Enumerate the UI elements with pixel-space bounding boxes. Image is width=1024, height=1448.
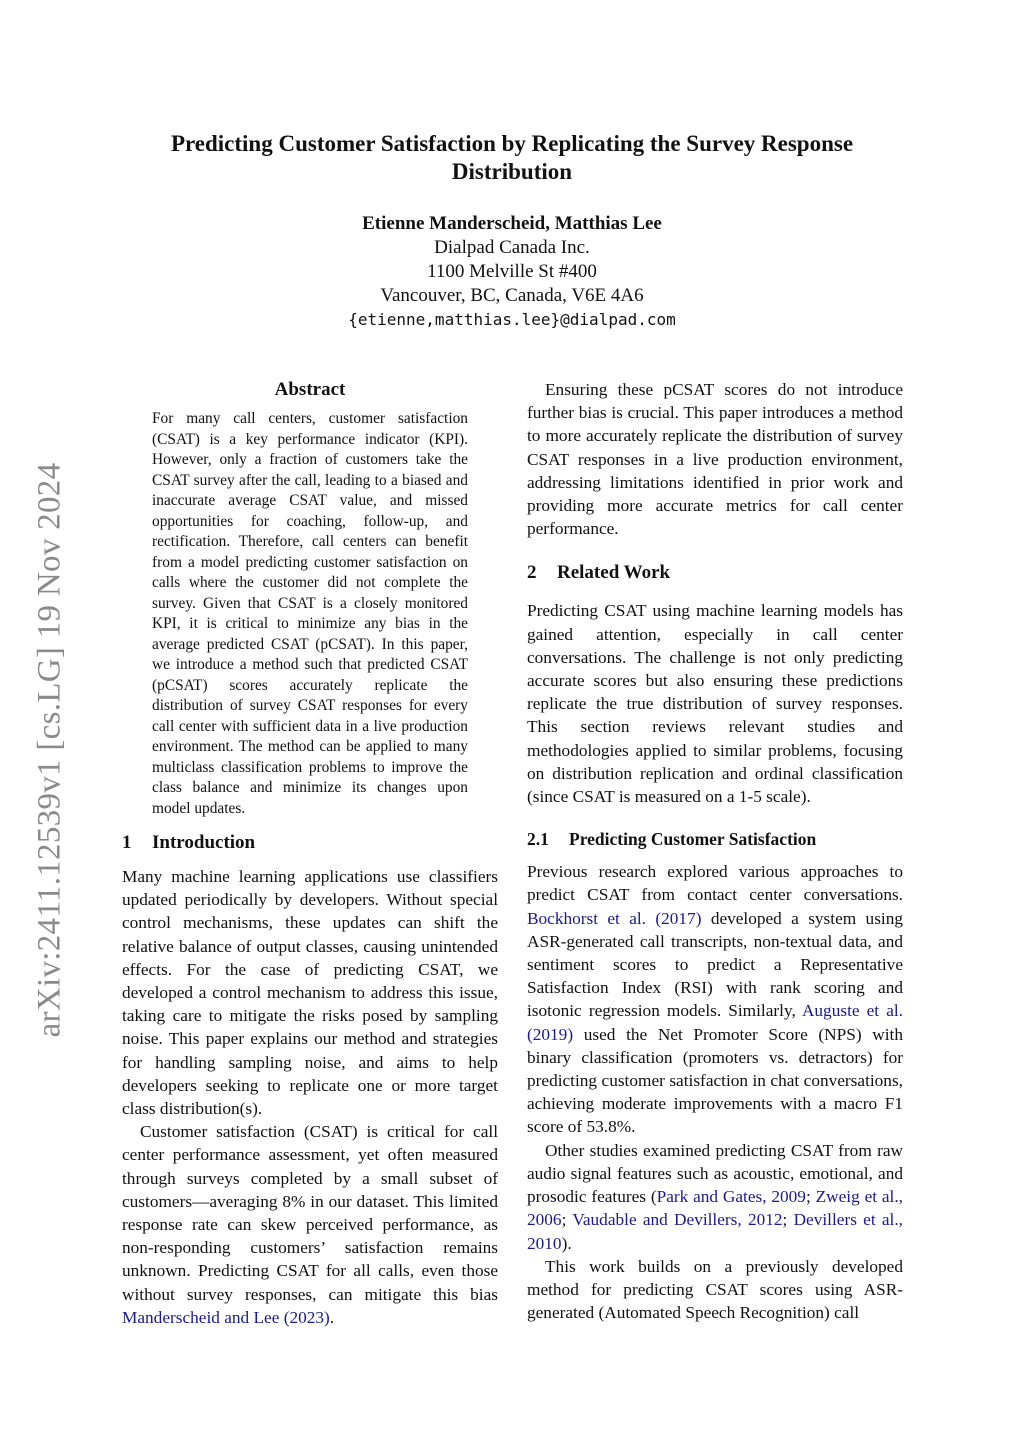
author-address-line2: Vancouver, BC, Canada, V6E 4A6 bbox=[380, 285, 644, 306]
citation-link[interactable]: Manderscheid and Lee bbox=[122, 1307, 280, 1327]
citation-link[interactable]: Bockhorst et al. bbox=[527, 908, 647, 928]
text-run: developed a system using ASR-generated call transcripts, non-textual data, and sentiment scores to predict a Representative Satisfaction Index (RSI) with rank scoring and isotonic regression models. Similarly, bbox=[527, 908, 903, 1021]
citation-link[interactable]: Devillers et al., 2010 bbox=[527, 1210, 903, 1253]
text-run: used the Net Promoter Score (NPS) with binary classification (promoters vs. detractors) for predicting customer satisfaction in chat conversations, achieving moderate improvements with a macro F1 score of 53.8%. bbox=[527, 1024, 903, 1137]
separator: ; bbox=[782, 1210, 788, 1230]
punctuation: . bbox=[329, 1307, 335, 1327]
arxiv-identifier: arXiv:2411.12539v1 [cs.LG] 19 Nov 2024 bbox=[31, 462, 68, 1038]
section-title: Introduction bbox=[152, 832, 256, 853]
section-heading-introduction bbox=[122, 831, 498, 855]
citation-year-link[interactable]: (2019) bbox=[527, 1024, 574, 1044]
author-affiliation: Dialpad Canada Inc. bbox=[434, 237, 590, 258]
related-paragraph-2 bbox=[527, 1139, 903, 1255]
section-number: 2 bbox=[527, 562, 537, 584]
separator: ; bbox=[561, 1210, 567, 1230]
paper-title: Predicting Customer Satisfaction by Replicating the Survey Response Distribution bbox=[170, 131, 854, 184]
section-title: Related Work bbox=[557, 562, 671, 584]
separator: ; bbox=[805, 1187, 811, 1207]
citation-link[interactable]: Zweig et al., 2006 bbox=[527, 1187, 903, 1230]
citation-year-link[interactable]: (2017) bbox=[655, 908, 702, 928]
intro-paragraph-2 bbox=[122, 1120, 498, 1329]
intro-paragraph-2-text: Customer satisfaction (CSAT) is critical for call center performance assessment, yet often measured through surveys completed by a small subset of customers—averaging 8% in our dataset. This limited response rate can skew perceived performance, as non-responding customers’ satisfaction remains unknown. Predicting CSAT for all calls, even those without survey responses, can mitigate this bias bbox=[122, 1122, 498, 1304]
text-run: Previous research explored various approaches to predict CSAT from contact center conversations. bbox=[527, 862, 903, 905]
text-run: Other studies examined predicting CSAT from raw audio signal features such as acoustic, emotional, and prosodic features ( bbox=[527, 1140, 903, 1207]
left-column bbox=[122, 378, 498, 1329]
related-paragraph-3: This work builds on a previously developed method for predicting CSAT scores using ASR-generated (Automated Speech Recognition) call bbox=[527, 1256, 903, 1323]
section-heading-related-work bbox=[527, 561, 903, 585]
author-address-line1: 1100 Melville St #400 bbox=[427, 261, 597, 282]
intro-continuation-paragraph: Ensuring these pCSAT scores do not introduce further bias is crucial. This paper introduces a method to more accurately replicate the distribution of survey CSAT responses in a live production environment, addressing limitations identified in prior work and providing more accurate metrics for call center performance. bbox=[527, 380, 903, 539]
arxiv-stamp bbox=[30, 440, 70, 1060]
punctuation: ). bbox=[561, 1233, 572, 1253]
subsection-title: Predicting Customer Satisfaction bbox=[569, 829, 817, 850]
abstract-text: For many call centers, customer satisfaction (CSAT) is a key performance indicator (KPI). However, only a fraction of customers take the CSAT survey after the call, leading to a biased and inaccurate average CSAT value, and missed opportunities for coaching, follow-up, and rectification. Therefore, call centers can benefit from a model predicting customer satisfaction on calls where the customer did not complete the survey. Given that CSAT is a closely monitored KPI, it is critical to minimize any bias in the average predicted CSAT (pCSAT). In this paper, we introduce a method such that predicted CSAT (pCSAT) scores accurately replicate the distribution of survey CSAT responses for every call center with sufficient data in a live production environment. The method can be applied to many multiclass classification problems to improve the class balance and minimize its changes upon model updates. bbox=[152, 410, 468, 817]
subsection-number: 2.1 bbox=[527, 829, 549, 850]
author-names: Etienne Manderscheid, Matthias Lee bbox=[362, 213, 662, 234]
related-work-paragraph: Predicting CSAT using machine learning models has gained attention, especially in call center conversations. The challenge is not only predicting accurate scores but also ensuring these predictions replicate the true distribution of survey responses. This section reviews relevant studies and methodologies applied to similar problems, focusing on distribution replication and ordinal classification (since CSAT is measured on a 1-5 scale). bbox=[527, 601, 903, 807]
section-number: 1 bbox=[122, 832, 132, 853]
citation-link[interactable]: Vaudable and Devillers, 2012 bbox=[572, 1210, 783, 1230]
citation-link[interactable]: Park and Gates, 2009 bbox=[656, 1187, 806, 1207]
abstract-heading: Abstract bbox=[274, 379, 346, 400]
author-block bbox=[120, 212, 904, 332]
related-paragraph-1 bbox=[527, 860, 903, 1138]
citation-link[interactable]: Auguste et al. bbox=[801, 1001, 903, 1021]
citation-year-link[interactable]: (2023) bbox=[283, 1307, 330, 1327]
subsection-heading-predicting-csat bbox=[527, 828, 903, 850]
right-column bbox=[527, 378, 903, 1324]
intro-paragraph-1: Many machine learning applications use classifiers updated periodically by developers. Without special control mechanisms, these updates can shift the relative balance of output classes, causing unintended effects. For the case of predicting CSAT, we developed a control mechanism to address this issue, taking care to mitigate the risks posed by sampling noise. This paper explains our method and strategies for handling sampling noise, and aims to help developers seeking to replicate one or more target class distribution(s). bbox=[122, 867, 498, 1119]
author-email[interactable]: {etienne,matthias.lee}@dialpad.com bbox=[348, 310, 676, 329]
